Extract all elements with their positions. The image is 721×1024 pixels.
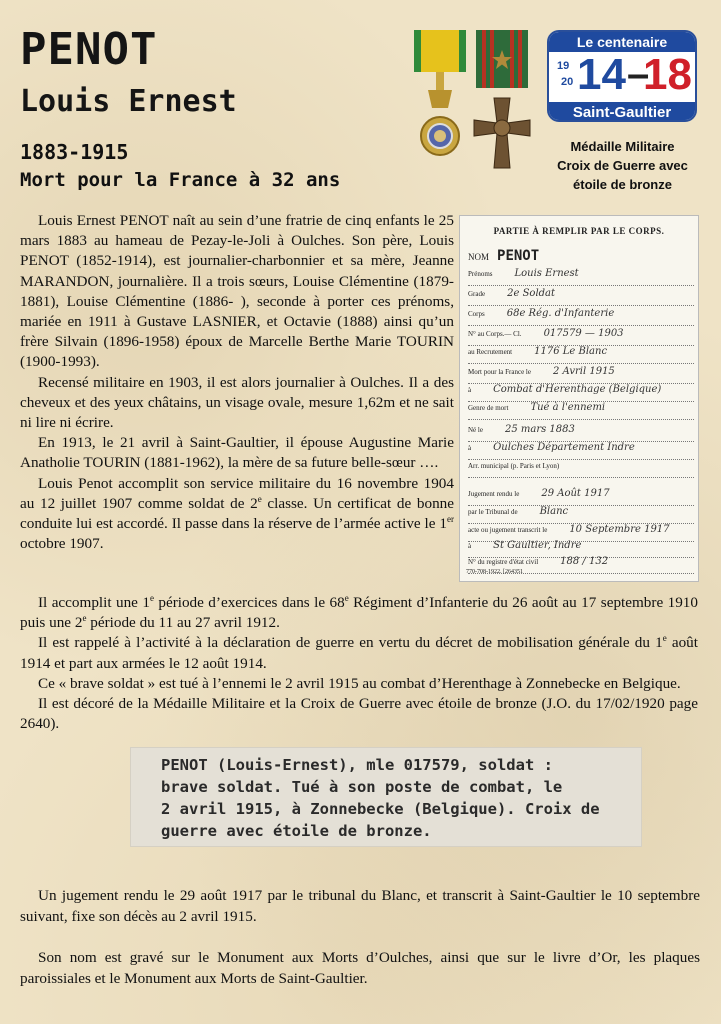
paragraph: Recensé militaire en 1903, il est alors journalier à Oulches. Il a des cheveux et des yeux châtains, un visage ovale, mesure 1,62m et ne sait ni lire ni écrire. (20, 373, 454, 432)
record-row: à St Gaultier, Indre (468, 540, 694, 558)
paragraph: En 1913, le 21 avril à Saint-Gaultier, il épouse Augustine Marie Anatholie TOURIN (1881-1962), la mère de sa future belle-sœur …. (20, 434, 454, 472)
biography-full-width (20, 593, 698, 734)
record-row: Né le 25 mars 1883 (468, 424, 694, 442)
record-row: N° au Corps.— Cl. 017579 — 1903 (468, 328, 694, 346)
record-row: N° du registre d'état civil 188 / 132 (468, 556, 694, 574)
record-row: à Oulches Département Indre (468, 442, 694, 460)
logo-bottom-text: Saint-Gaultier (549, 102, 695, 122)
paragraph: Il est rappelé à l’activité à la déclaration de guerre en vertu du décret de mobilisation générale du 1e août 1914 et part aux armées le 12 août 1914. (20, 633, 698, 672)
paragraph: Louis Ernest PENOT naît au sein d’une fratrie de cinq enfants le 25 mars 1883 au hameau de Pezay-le-Joli à Oulches. Son père, Louis PENOT (1852-1914), est journalier-charbonnier et sa mère, Jeanne MARANDON, journalière. Il a trois sœurs, Louise Clémentine (1879-1881), Louise Clémentine (1886- ), seconde à porter ces prénoms, mariée en 1911 à Gustave LASNIER, et Octavie (1888) ainsi qu’un frère Silvain (1896-1958) époux de Marcelle Berthe Marie TOURIN (1900-1993). (20, 212, 454, 371)
paragraph: Ce « brave soldat » est tué à l’ennemi le 2 avril 1915 au combat d’Herenthage à Zonnebecke en Belgique. (38, 674, 681, 692)
medals-caption (530, 137, 715, 194)
centenaire-logo (547, 30, 697, 122)
logo-top-text: Le centenaire (549, 32, 695, 52)
record-header: PARTIE À REMPLIR PAR LE CORPS. (493, 226, 665, 236)
surname-heading: PENOT (20, 24, 158, 75)
memorial-paragraph: Son nom est gravé sur le Monument aux Morts d’Oulches, ainsi que sur le livre d’Or, les plaques paroissiales et le Monument aux Morts de Saint-Gaultier. (20, 949, 700, 987)
logo-year-b: 20 (561, 76, 574, 88)
life-dates: 1883-1915 (20, 140, 129, 164)
medals-image (410, 28, 535, 180)
record-footer: 770-708-1922. [264351 (466, 569, 523, 575)
firstnames-heading: Louis Ernest (20, 84, 237, 119)
logo-number-18: 18 (643, 50, 692, 99)
paragraph: Louis Penot accomplit son service militaire du 16 novembre 1904 au 12 juillet 1907 comme soldat de 2e classe. Un certificat de bonne conduite lui est accordé. Il passe dans la réserve de l’armée active le 1er octobre 1907. (20, 474, 455, 553)
record-row: au Recrutement 1176 Le Blanc (468, 346, 694, 364)
record-row: Genre de mort Tué à l'ennemi (468, 402, 694, 420)
logo-dash: – (627, 52, 650, 96)
medal-caption-line: Médaille Militaire (570, 139, 675, 154)
medaille-militaire-icon (414, 30, 466, 155)
record-row: Prénoms Louis Ernest (468, 268, 694, 286)
record-row: Mort pour la France le 2 Avril 1915 (468, 366, 694, 384)
paragraph: Il est décoré de la Médaille Militaire et la Croix de Guerre avec étoile de bronze (J.O. du 17/02/1920 page 2640). (20, 695, 698, 733)
record-name: NOM PENOT (468, 248, 540, 264)
record-row: Grade 2e Soldat (468, 288, 694, 306)
paragraph: Il accomplit une 1e période d’exercices dans le 68e Régiment d’Infanterie du 26 août au 17 septembre 1910 puis une 2e période du 11 au 27 avril 1912. (20, 592, 698, 632)
logo-number-14: 14 (577, 50, 626, 99)
death-subtitle: Mort pour la France à 32 ans (20, 169, 341, 191)
death-record-card (459, 215, 699, 582)
medal-caption-line: étoile de bronze (573, 177, 672, 192)
biography-left-column (20, 211, 454, 554)
record-row: à Combat d'Herenthage (Belgique) (468, 384, 694, 402)
logo-year-a: 19 (557, 60, 570, 72)
record-row: Corps 68e Rég. d'Infanterie (468, 308, 694, 326)
newspaper-clipping: PENOT (Louis-Ernest), mle 017579, soldat : brave soldat. Tué à son poste de combat, le 2 avril 1915, à Zonnebecke (Belgique). Croix de guerre avec étoile de bronze. (130, 747, 642, 847)
record-row: Arr. municipal (p. Paris et Lyon) (468, 460, 694, 478)
record-row: Jugement rendu le 29 Août 1917 (468, 488, 694, 506)
record-row: par le Tribunal de Blanc (468, 506, 694, 524)
record-row: acte ou jugement transcrit le 10 Septembre 1917 (468, 524, 694, 542)
medal-caption-line: Croix de Guerre avec (557, 158, 688, 173)
judgment-paragraph: Un jugement rendu le 29 août 1917 par le tribunal du Blanc, et transcrit à Saint-Gaultier le 10 septembre suivant, fixe son décès au 2 avril 1915. (20, 887, 700, 925)
croix-de-guerre-icon (474, 30, 530, 168)
